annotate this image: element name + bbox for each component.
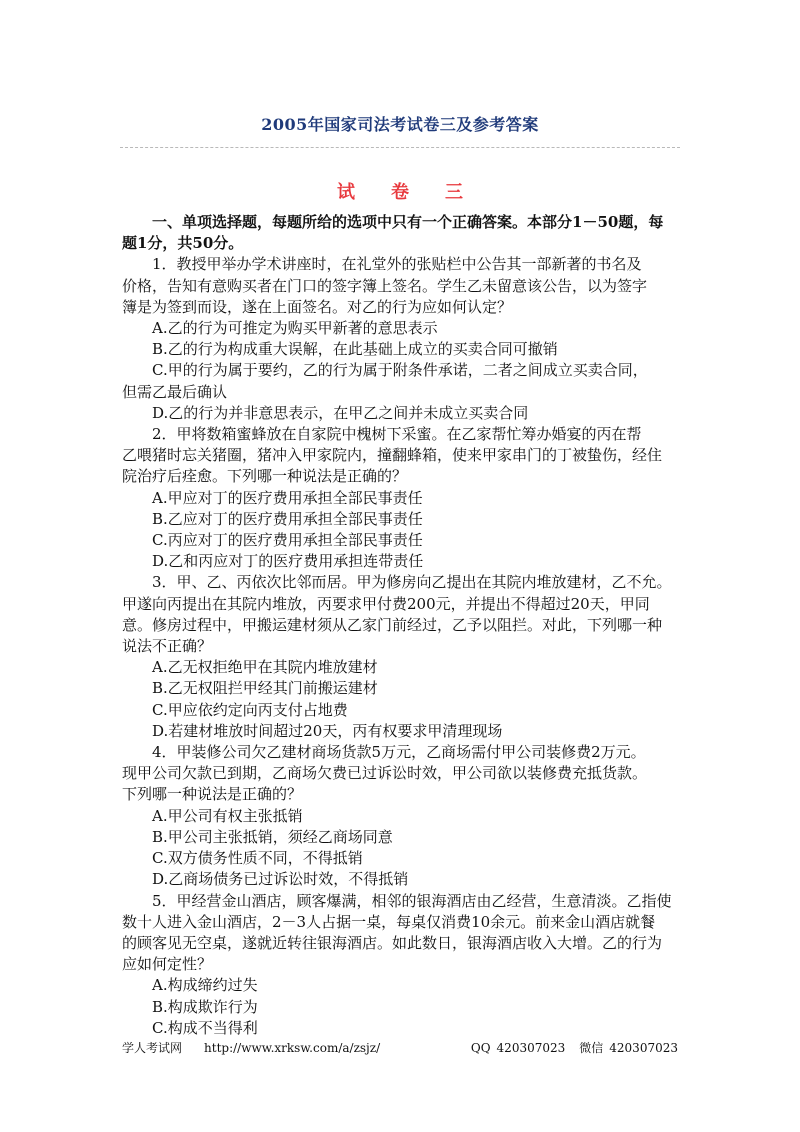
footer-wechat-label: 微信 bbox=[579, 1041, 604, 1055]
text-line: C.构成不当得利 bbox=[152, 1018, 258, 1037]
text-line: 应如何定性？ bbox=[122, 955, 213, 974]
document-title: 2005年国家司法考试卷三及参考答案 bbox=[261, 115, 539, 134]
text-line: 一、单项选择题，每题所给的选项中只有一个正确答案。本部分1－50题，每 bbox=[152, 213, 664, 231]
footer-qq-label: QQ bbox=[470, 1041, 491, 1055]
text-line: 价格，告知有意购买者在门口的签字簿上签名。学生乙未留意该公告，以为签字 bbox=[122, 276, 648, 295]
text-line: A.乙无权拒绝甲在其院内堆放建材 bbox=[152, 658, 378, 677]
text-line: 下列哪一种说法是正确的？ bbox=[122, 785, 303, 804]
text-line: 院治疗后痊愈。下列哪一种说法是正确的？ bbox=[122, 467, 408, 486]
document-body bbox=[122, 212, 690, 1039]
footer-url: http://www.xrksw.com/a/zsjz/ bbox=[204, 1041, 381, 1055]
text-line: B.乙无权阻拦甲经其门前搬运建材 bbox=[152, 679, 378, 698]
text-line: C.甲的行为属于要约，乙的行为属于附条件承诺，二者之间成立买卖合同， bbox=[152, 361, 648, 380]
text-line: 2．甲将数箱蜜蜂放在自家院中槐树下采蜜。在乙家帮忙筹办婚宴的丙在帮 bbox=[152, 425, 642, 444]
text-line: A.乙的行为可推定为购买甲新著的意思表示 bbox=[152, 319, 438, 338]
text-line: D.若建材堆放时间超过20天，丙有权要求甲清理现场 bbox=[152, 721, 503, 740]
text-line: C.双方债务性质不同，不得抵销 bbox=[152, 849, 363, 868]
text-line: 乙喂猪时忘关猪圈，猪冲入甲家院内，撞翻蜂箱，使来甲家串门的丁被蛰伤，经住 bbox=[122, 446, 663, 465]
text-line: C.甲应依约定向丙支付占地费 bbox=[152, 700, 348, 719]
text-line: A.甲应对丁的医疗费用承担全部民事责任 bbox=[152, 488, 423, 507]
text-line: D.乙商场债务已过诉讼时效，不得抵销 bbox=[152, 870, 409, 889]
text-line: 现甲公司欠款已到期，乙商场欠费已过诉讼时效，甲公司欲以装修费充抵货款。 bbox=[122, 764, 648, 783]
text-line: 簿是为签到而设，遂在上面签名。对乙的行为应如何认定？ bbox=[122, 297, 513, 316]
text-line: 题1分，共50分。 bbox=[122, 234, 244, 253]
text-line: A.构成缔约过失 bbox=[152, 976, 258, 995]
text-line: 的顾客见无空桌，遂就近转往银海酒店。如此数日，银海酒店收入大增。乙的行为 bbox=[122, 933, 663, 952]
text-line: 3．甲、乙、丙依次比邻而居。甲为修房向乙提出在其院内堆放建材，乙不允。 bbox=[152, 573, 672, 592]
text-line: 5．甲经营金山酒店，顾客爆满，相邻的银海酒店由乙经营，生意清淡。乙指使 bbox=[152, 891, 672, 910]
footer-wechat: 420307023 bbox=[609, 1041, 678, 1055]
section-heading-char: 试 bbox=[337, 182, 355, 203]
section-heading-char: 三 bbox=[445, 182, 463, 203]
text-line: 1．教授甲举办学术讲座时，在礼堂外的张贴栏中公告其一部新著的书名及 bbox=[152, 255, 642, 274]
text-line: B.甲公司主张抵销，须经乙商场同意 bbox=[152, 827, 393, 846]
page-footer bbox=[122, 1039, 678, 1057]
text-line: C.丙应对丁的医疗费用承担全部民事责任 bbox=[152, 531, 423, 550]
section-heading-char: 卷 bbox=[391, 182, 409, 203]
text-line: D.乙的行为并非意思表示，在甲乙之间并未成立买卖合同 bbox=[152, 403, 529, 422]
text-line: 4．甲装修公司欠乙建材商场货款5万元，乙商场需付甲公司装修费2万元。 bbox=[152, 743, 646, 762]
text-line: B.乙应对丁的医疗费用承担全部民事责任 bbox=[152, 509, 423, 528]
footer-qq: 420307023 bbox=[496, 1041, 566, 1055]
text-line: A.甲公司有权主张抵销 bbox=[152, 806, 303, 825]
text-line: 说法不正确？ bbox=[122, 637, 213, 656]
text-line: 数十人进入金山酒店，2－3人占据一桌，每桌仅消费10余元。前来金山酒店就餐 bbox=[122, 912, 656, 931]
footer-site-name: 学人考试网 bbox=[122, 1041, 183, 1055]
text-line: B.构成欺诈行为 bbox=[152, 997, 258, 1016]
section-heading bbox=[0, 178, 800, 204]
text-line: D.乙和丙应对丁的医疗费用承担连带责任 bbox=[152, 552, 424, 571]
title-divider bbox=[120, 147, 680, 148]
text-line: 但需乙最后确认 bbox=[122, 382, 228, 401]
text-line: 甲遂向丙提出在其院内堆放，丙要求甲付费200元，并提出不得超过20天，甲同 bbox=[122, 594, 650, 613]
text-line: 意。修房过程中，甲搬运建材须从乙家门前经过，乙予以阻拦。对此，下列哪一种 bbox=[122, 615, 663, 634]
text-line: B.乙的行为构成重大误解，在此基础上成立的买卖合同可撤销 bbox=[152, 340, 558, 359]
